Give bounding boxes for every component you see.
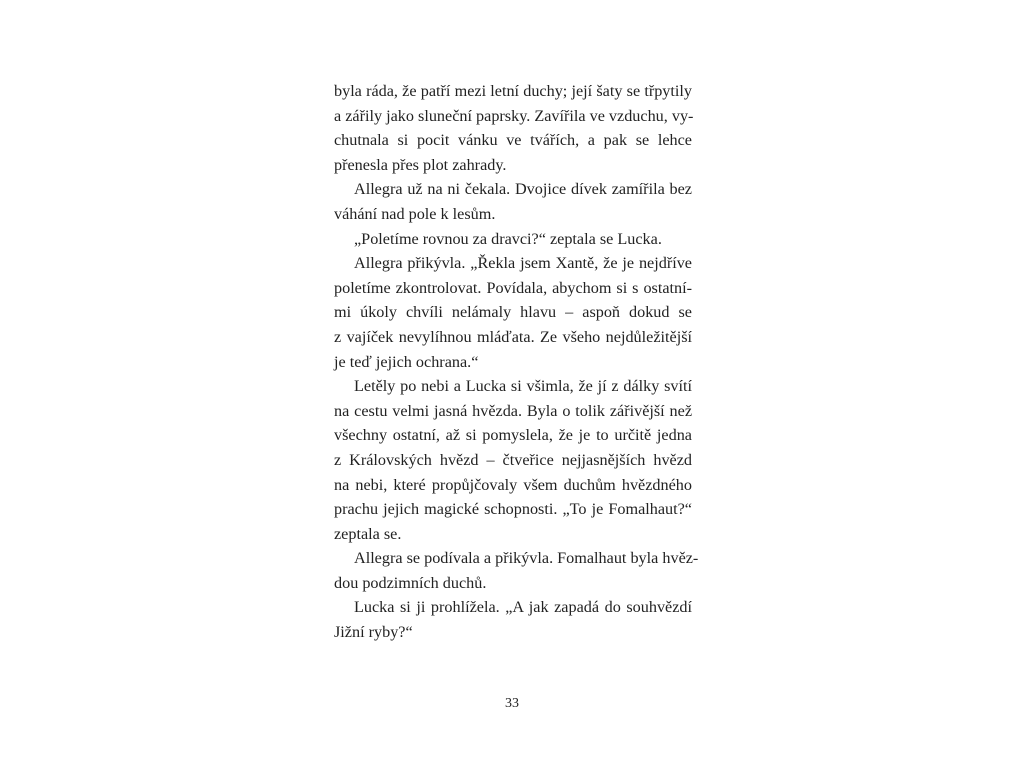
text-line: prachu jejich magické schopnosti. „To je Fomalhaut?“ [334, 500, 692, 519]
text-line: Jižní ryby?“ [334, 623, 413, 642]
text-line: z vajíček nevylíhnou mláďata. Ze všeho nejdůležitější [334, 327, 692, 346]
text-line: váhání nad pole k lesům. [334, 204, 496, 223]
text-line: přenesla přes plot zahrady. [334, 155, 507, 174]
text-line: Letěly po nebi a Lucka si všimla, že jí z dálky svítí [354, 377, 692, 396]
text-line: chutnala si pocit vánku ve tvářích, a pak se lehce [334, 131, 692, 150]
text-line: je teď jejich ochrana.“ [334, 352, 479, 371]
text-line: mi úkoly chvíli nelámaly hlavu – aspoň dokud se [334, 303, 692, 322]
text-line: Allegra přikývla. „Řekla jsem Xantě, že je nejdříve [354, 254, 692, 273]
text-line: a zářily jako sluneční paprsky. Zavířila ve vzduchu, vy- [334, 106, 694, 125]
body-text [334, 79, 699, 645]
text-line: zeptala se. [334, 524, 402, 543]
text-line: Allegra už na ni čekala. Dvojice dívek zamířila bez [354, 180, 692, 199]
text-line: „Poletíme rovnou za dravci?“ zeptala se Lucka. [354, 229, 662, 248]
text-line: Allegra se podívala a přikývla. Fomalhaut byla hvěz- [354, 549, 699, 568]
text-line: na nebi, které propůjčovaly všem duchům hvězdného [334, 475, 692, 494]
text-line: z Královských hvězd – čtveřice nejjasnějších hvězd [334, 450, 692, 469]
page-number: 33 [505, 696, 519, 711]
text-line: dou podzimních duchů. [334, 573, 487, 592]
text-line: Lucka si ji prohlížela. „A jak zapadá do souhvězdí [354, 598, 692, 617]
text-line: všechny ostatní, až si pomyslela, že je to určitě jedna [334, 426, 692, 445]
text-line: na cestu velmi jasná hvězda. Byla o tolik zářivější než [334, 401, 692, 420]
text-line: byla ráda, že patří mezi letní duchy; její šaty se třpytily [334, 82, 692, 100]
text-line: poletíme zkontrolovat. Povídala, abychom si s ostatní- [334, 278, 692, 297]
